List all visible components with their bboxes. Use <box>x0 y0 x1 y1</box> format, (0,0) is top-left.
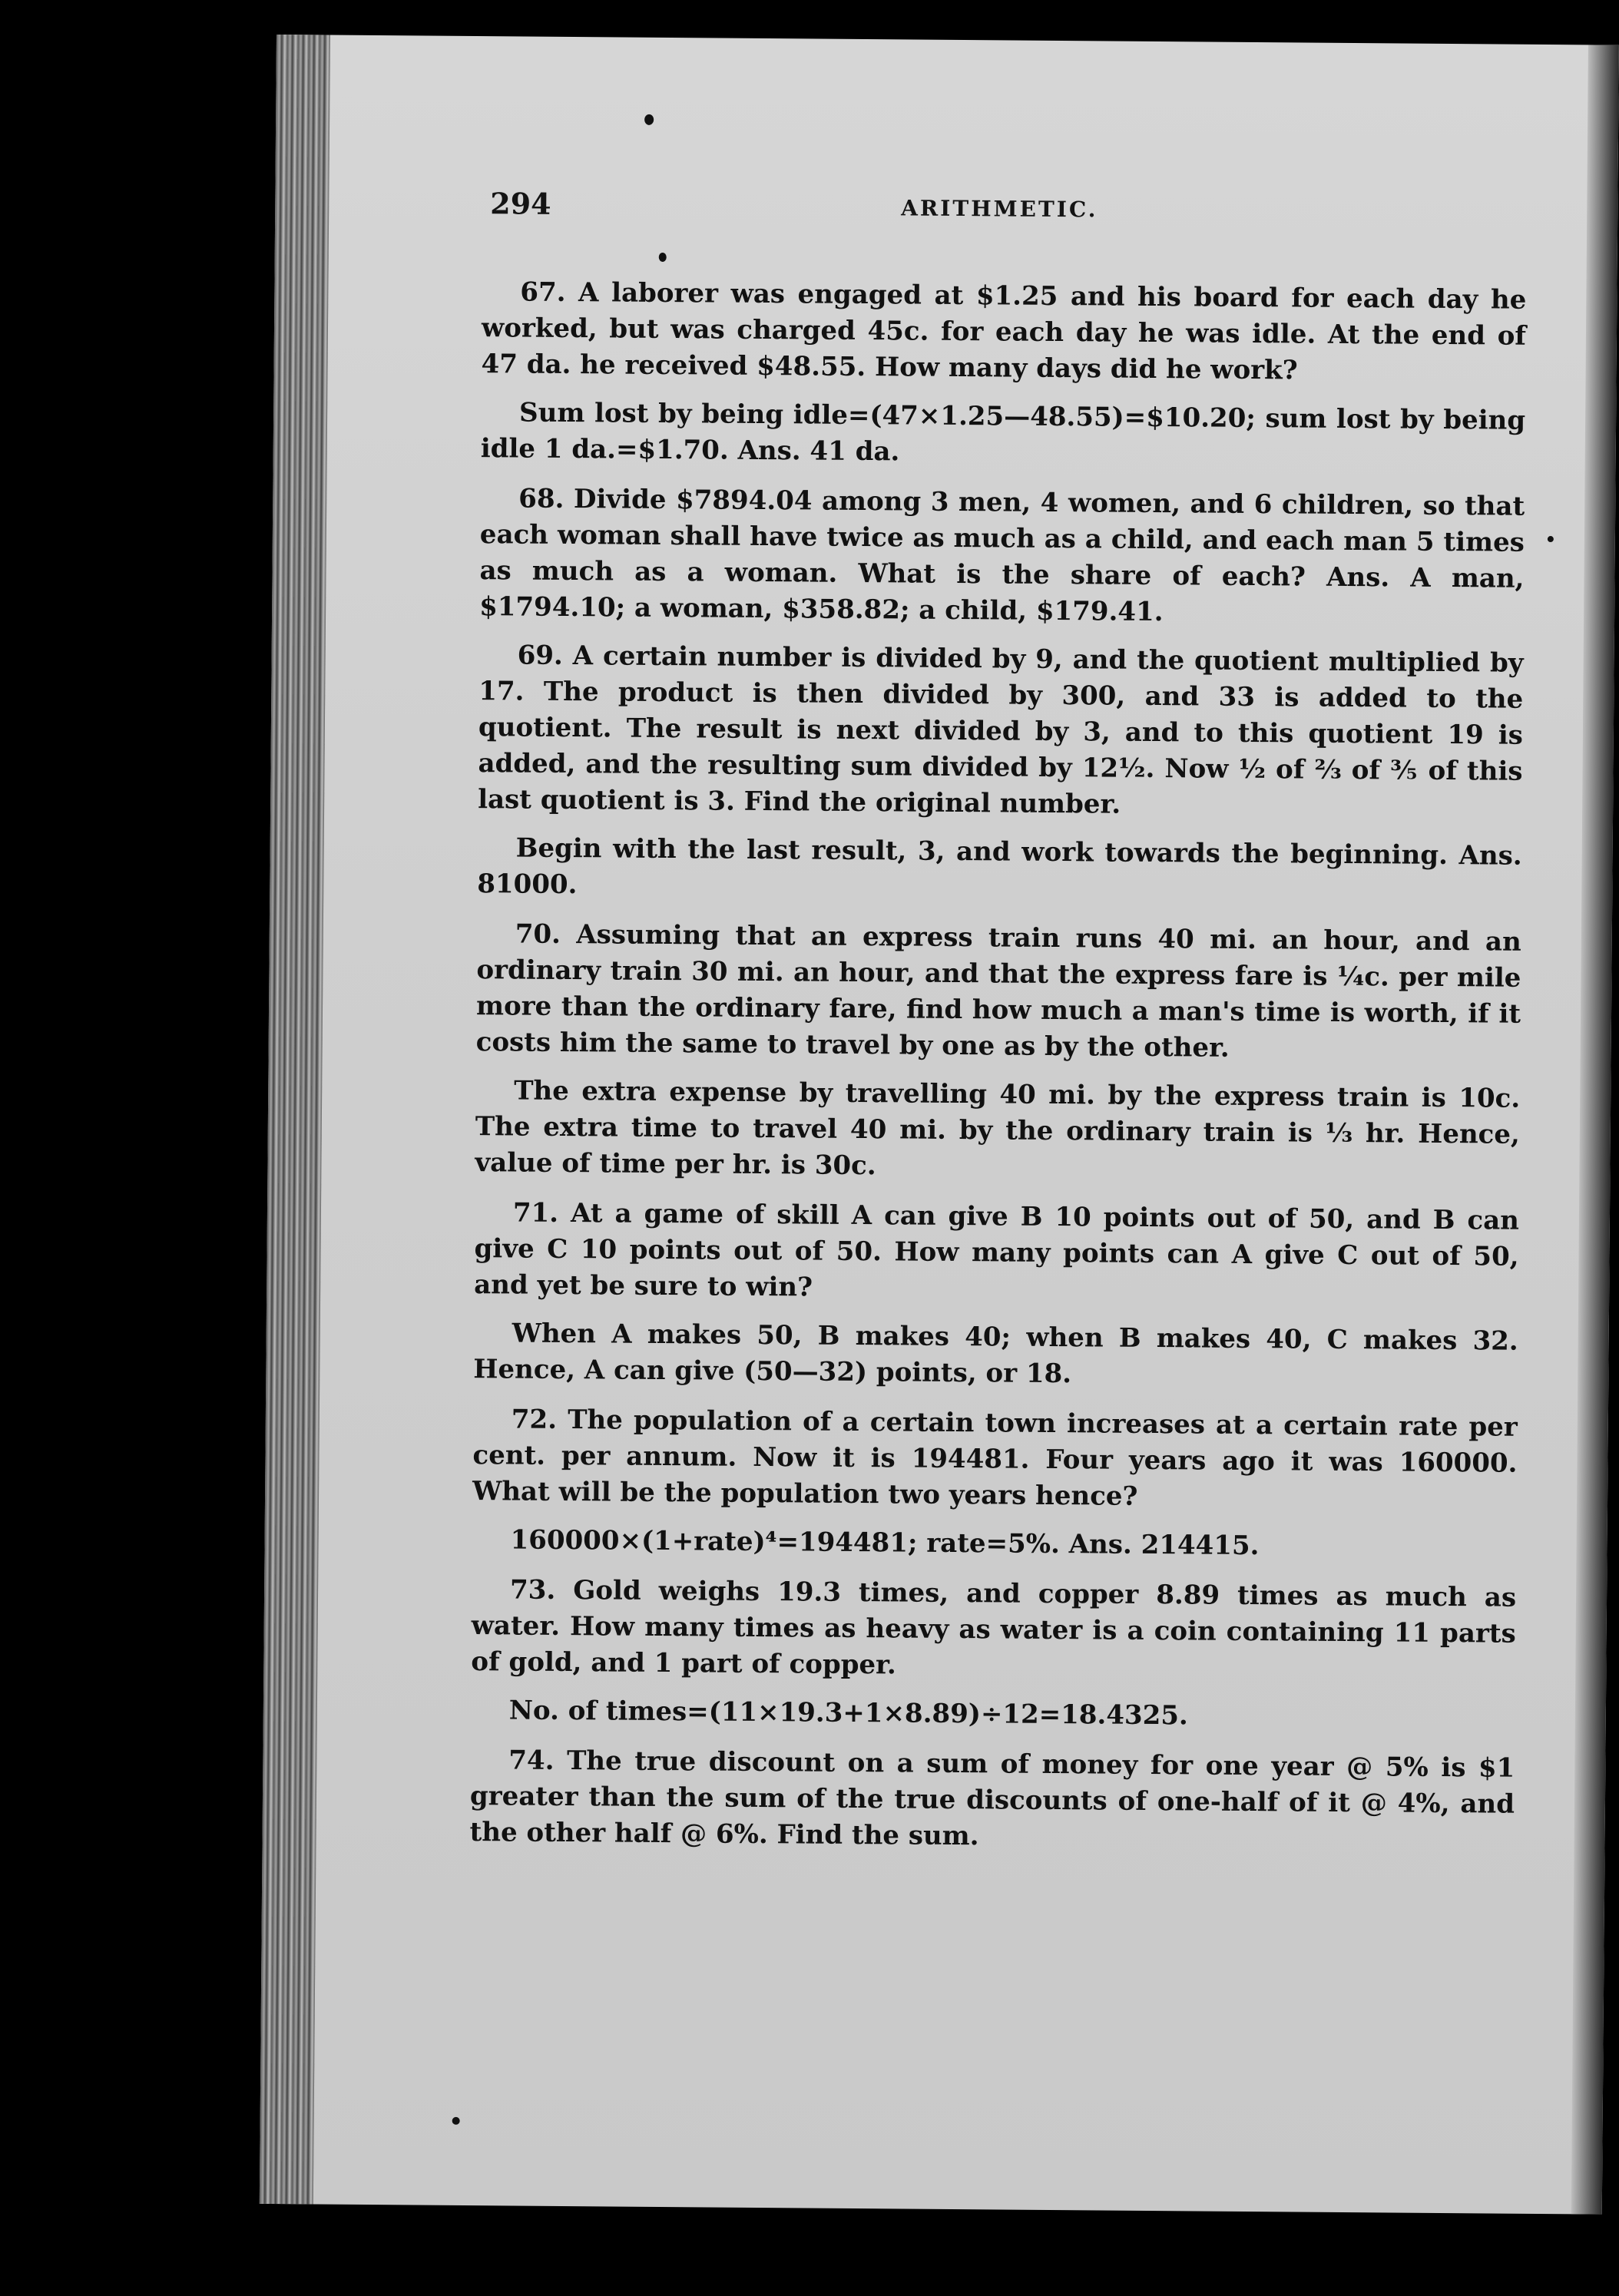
solution-67: Sum lost by being idle=(47×1.25—48.55)=$10.20; sum lost by being idle 1 da.=$1.70. Ans. 41 da. <box>480 397 1526 468</box>
problem-68: 68. Divide $7894.04 among 3 men, 4 women, and 6 children, so that each woman shall have twice as much as a child, and each man 5 times as much as a woman. What is the share of each? Ans. A man, $1794.10; a woman, $358.82; a child, $179.41. <box>478 483 1525 628</box>
page-header <box>490 186 1519 240</box>
problem-67: 67. A laborer was engaged at $1.25 and his board for each day he worked, but was charged 45c. for each day he was idle. At the end of 47 da. he received $48.55. How many days did he work? <box>481 276 1527 386</box>
page-body <box>469 274 1526 1871</box>
page-binding-edge <box>260 35 330 2204</box>
scan-speck <box>452 2117 460 2125</box>
solution-71: When A makes 50, B makes 40; when B makes 40, C makes 32. Hence, A can give (50—32) points, or 18. <box>473 1318 1518 1390</box>
page-number: 294 <box>490 186 551 221</box>
solution-73: No. of times=(11×19.3+1×8.89)÷12=18.4325. <box>508 1695 1188 1732</box>
solution-69: Begin with the last result, 3, and work towards the beginning. Ans. 81000. <box>477 832 1522 901</box>
problem-74: 74. The true discount on a sum of money for one year @ 5% is $1 greater than the sum of the true discounts of one-half of it @ 4%, and the other half @ 6%. Find the sum. <box>469 1745 1515 1852</box>
scan-speck <box>1548 536 1554 542</box>
problem-72: 72. The population of a certain town increases at a certain rate per cent. per annum. Now it is 194481. Four years ago it was 160000. What will be the population two years hence? <box>472 1404 1518 1512</box>
solution-70: The extra expense by travelling 40 mi. by the express train is 10c. The extra time to travel 40 mi. by the ordinary train is ⅓ hr. Hence, value of time per hr. is 30c. <box>475 1075 1521 1182</box>
scan-speck <box>659 253 667 262</box>
problem-73: 73. Gold weighs 19.3 times, and copper 8.89 times as much as water. How many times as heavy as water is a coin containing 11 parts of gold, and 1 part of copper. <box>471 1574 1517 1681</box>
page-right-edge <box>1571 45 1619 2214</box>
problem-69: 69. A certain number is divided by 9, and the quotient multiplied by 17. The product is then divided by 300, and 33 is added to the quotient. The result is next divided by 3, and to this quotient 19 is added, and the resulting sum divided by 12½. Now ½ of ⅔ of ⅗ of this last quotient is 3. Find the original number. <box>478 640 1524 820</box>
solution-72: 160000×(1+rate)⁴=194481; rate=5%. Ans. 214415. <box>510 1524 1260 1562</box>
scan-speck <box>644 114 654 125</box>
running-title: ARITHMETIC. <box>901 195 1098 223</box>
book-page <box>260 35 1619 2215</box>
problem-71: 71. At a game of skill A can give B 10 points out of 50, and B can give C 10 points out of 50. How many points can A give C out of 50, and yet be sure to win? <box>474 1197 1520 1303</box>
problem-70: 70. Assuming that an express train runs 40 mi. an hour, and an ordinary train 30 mi. an hour, and that the express fare is ¼c. per mile more than the ordinary fare, find how much a man's time is worth, if it costs him the same to travel by one as by the other. <box>475 918 1521 1064</box>
